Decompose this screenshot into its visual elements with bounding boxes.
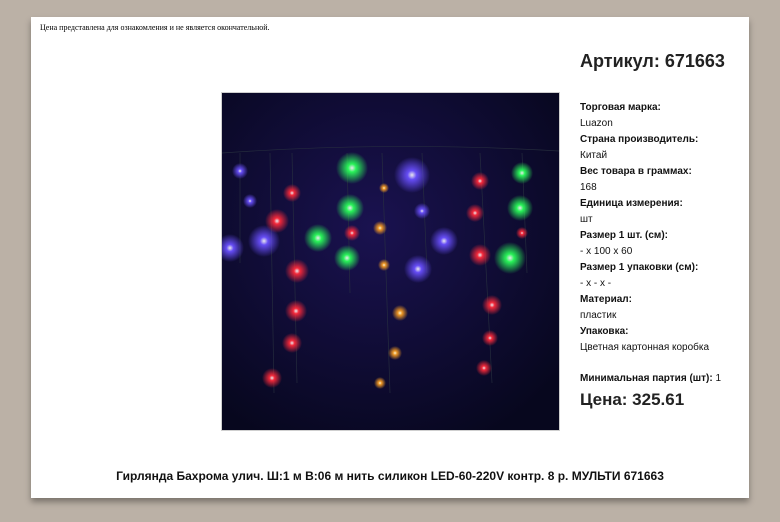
spec-label-package-size: Размер 1 упаковки (см): (580, 262, 699, 273)
spec-value-country: Китай (580, 150, 608, 161)
min-order-value: 1 (715, 373, 722, 384)
spec-label-brand: Торговая марка: (580, 102, 661, 113)
specs-list (580, 100, 745, 356)
spec-label-weight: Вес товара в граммах: (580, 166, 692, 177)
price: Цена: 325.61 (580, 390, 685, 409)
product-photo (221, 92, 560, 431)
spec-label-country: Страна производитель: (580, 134, 699, 145)
min-order-label: Минимальная партия (шт): (580, 373, 713, 384)
spec-label-item-size: Размер 1 шт. (см): (580, 230, 668, 241)
article-number: Артикул: 671663 (580, 51, 725, 71)
spec-value-item-size: - x 100 x 60 (580, 246, 633, 257)
spec-value-unit: шт (580, 214, 593, 225)
spec-value-package-size: - x - x - (580, 278, 612, 289)
spec-value-weight: 168 (580, 182, 597, 193)
spec-value-packaging: Цветная картонная коробка (580, 342, 710, 353)
garland-image (222, 93, 559, 430)
product-title: Гирлянда Бахрома улич. Ш:1 м В:06 м нить силикон LED-60-220V контр. 8 р. МУЛЬТИ 671663 (116, 469, 664, 483)
spec-value-brand: Luazon (580, 118, 613, 129)
price-disclaimer: Цена представлена для ознакомления и не является окончательной. (40, 23, 270, 32)
spec-label-material: Материал: (580, 294, 632, 305)
spec-label-unit: Единица измерения: (580, 198, 683, 209)
product-sheet (31, 17, 749, 498)
spec-label-packaging: Упаковка: (580, 326, 629, 337)
spec-value-material: пластик (580, 310, 617, 321)
min-order (580, 373, 721, 384)
